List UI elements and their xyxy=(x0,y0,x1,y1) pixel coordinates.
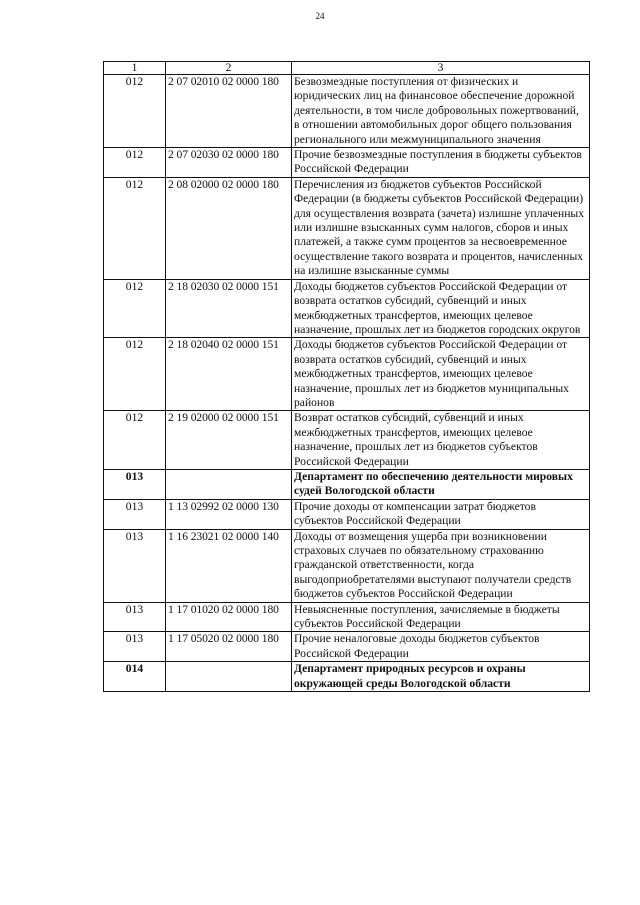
admin-code-cell: 012 xyxy=(104,177,166,279)
admin-code-cell: 012 xyxy=(104,148,166,178)
table-row xyxy=(104,148,590,178)
revenue-name-cell: Прочие доходы от компенсации затрат бюджетов субъектов Российской Федерации xyxy=(292,499,590,529)
table-row xyxy=(104,177,590,279)
header-col-2: 2 xyxy=(166,62,292,75)
admin-code-cell: 012 xyxy=(104,75,166,148)
header-col-1: 1 xyxy=(104,62,166,75)
table-row xyxy=(104,75,590,148)
revenue-name-cell: Прочие безвозмездные поступления в бюджеты субъектов Российской Федерации xyxy=(292,148,590,178)
page-number: 24 xyxy=(315,11,325,21)
revenue-name-cell: Возврат остатков субсидий, субвенций и иных межбюджетных трансфертов, имеющих целевое назначение, прошлых лет из бюджетов субъектов Российской Федерации xyxy=(292,411,590,470)
revenue-code-cell: 1 16 23021 02 0000 140 xyxy=(166,529,292,602)
revenue-codes-table xyxy=(103,61,590,692)
department-name-cell: Департамент природных ресурсов и охраны окружающей среды Вологодской области xyxy=(292,662,590,692)
table-row xyxy=(104,602,590,632)
revenue-code-cell: 2 08 02000 02 0000 180 xyxy=(166,177,292,279)
table-body xyxy=(104,75,590,692)
admin-code-cell: 012 xyxy=(104,338,166,411)
revenue-code-cell xyxy=(166,469,292,499)
revenue-code-cell: 2 18 02040 02 0000 151 xyxy=(166,338,292,411)
table-row xyxy=(104,529,590,602)
revenue-name-cell: Невыясненные поступления, зачисляемые в бюджеты субъектов Российской Федерации xyxy=(292,602,590,632)
admin-code-cell: 013 xyxy=(104,469,166,499)
revenue-name-cell: Доходы бюджетов субъектов Российской Федерации от возврата остатков субсидий, субвенций и иных межбюджетных трансфертов, имеющих целевое назначение, прошлых лет из бюджетов муниципальных районов xyxy=(292,338,590,411)
admin-code-cell: 013 xyxy=(104,499,166,529)
header-col-3: 3 xyxy=(292,62,590,75)
table-row xyxy=(104,499,590,529)
admin-code-cell: 012 xyxy=(104,411,166,470)
admin-code-cell: 013 xyxy=(104,632,166,662)
revenue-name-cell: Безвозмездные поступления от физических и юридических лиц на финансовое обеспечение дорожной деятельности, в том числе добровольных пожертвований, в отношении автомобильных дорог общего пользования регионального или межмуниципального значения xyxy=(292,75,590,148)
department-row xyxy=(104,469,590,499)
revenue-code-cell: 1 13 02992 02 0000 130 xyxy=(166,499,292,529)
revenue-name-cell: Доходы бюджетов субъектов Российской Федерации от возврата остатков субсидий, субвенций и иных межбюджетных трансфертов, имеющих целевое назначение, прошлых лет из бюджетов городских округов xyxy=(292,279,590,338)
table-row xyxy=(104,279,590,338)
table-row xyxy=(104,338,590,411)
revenue-code-cell xyxy=(166,662,292,692)
admin-code-cell: 012 xyxy=(104,279,166,338)
admin-code-cell: 014 xyxy=(104,662,166,692)
admin-code-cell: 013 xyxy=(104,602,166,632)
revenue-code-cell: 2 07 02010 02 0000 180 xyxy=(166,75,292,148)
department-row xyxy=(104,662,590,692)
header-row xyxy=(104,62,590,75)
table-row xyxy=(104,411,590,470)
table-row xyxy=(104,632,590,662)
revenue-code-cell: 1 17 05020 02 0000 180 xyxy=(166,632,292,662)
revenue-code-cell: 1 17 01020 02 0000 180 xyxy=(166,602,292,632)
revenue-code-cell: 2 18 02030 02 0000 151 xyxy=(166,279,292,338)
admin-code-cell: 013 xyxy=(104,529,166,602)
revenue-name-cell: Доходы от возмещения ущерба при возникновении страховых случаев по обязательному страхованию гражданской ответственности, когда выгодоприобретателями выступают получатели средств бюджетов субъектов Российской Федерации xyxy=(292,529,590,602)
department-name-cell: Департамент по обеспечению деятельности мировых судей Вологодской области xyxy=(292,469,590,499)
revenue-name-cell: Перечисления из бюджетов субъектов Российской Федерации (в бюджеты субъектов Российской Федерации) для осуществления возврата (зачета) излишне уплаченных или излишне взысканных сумм налогов, сборов и иных платежей, а также сумм процентов за несвоевременное осуществление такого возврата и процентов, начисленных на излишне взысканные суммы xyxy=(292,177,590,279)
revenue-code-cell: 2 07 02030 02 0000 180 xyxy=(166,148,292,178)
revenue-code-cell: 2 19 02000 02 0000 151 xyxy=(166,411,292,470)
revenue-name-cell: Прочие неналоговые доходы бюджетов субъектов Российской Федерации xyxy=(292,632,590,662)
table-header xyxy=(104,62,590,75)
